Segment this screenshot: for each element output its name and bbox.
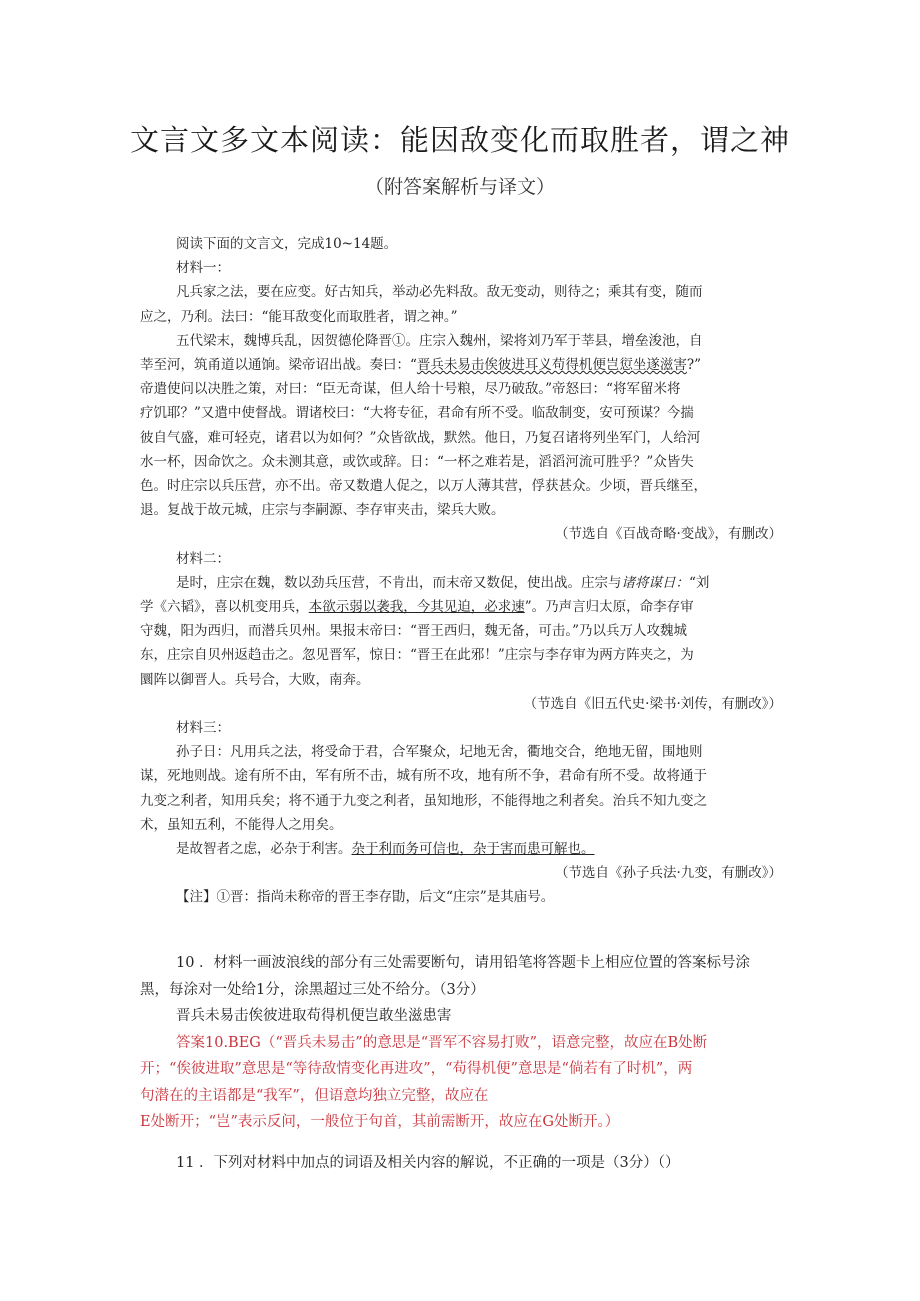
material3-text: 是故智者之虑，必杂于利害。 (176, 841, 352, 858)
material3-source: （节选自《孙子兵法·九变，有删改》） (554, 865, 782, 882)
questions (140, 950, 790, 1176)
material1-p2-line4: 疗饥耶？”又遣中使督战。谓诸校曰：“大将专征，君命有所不受。临敌制变，安可预谋？今揣 (140, 405, 694, 422)
material1-text: ?” (686, 357, 702, 374)
reading-passages (140, 232, 790, 910)
material3-line3: 九变之利者，知用兵矣；将不通于九变之利者，虽知地形，不能得地之利者矣。治兵不知九变之 (140, 792, 707, 809)
material3-line5 (140, 837, 790, 861)
material1-label: 材料一： (176, 260, 230, 277)
material1-p1-line1: 凡兵家之法，要在应变。好古知兵，举动必先料敌。敌无变动，则待之；乘其有变，随而 (176, 284, 703, 301)
document-title: 文言文多文本阅读：能因敌变化而取胜者，谓之神 (129, 123, 790, 157)
spacer (140, 1136, 790, 1150)
material2-label: 材料二： (176, 550, 230, 567)
material1-p2-line8: 退。复战于故元城，庄宗与李嗣源、李存审夹击，梁兵大败。 (140, 502, 505, 519)
material1-p1-line2: 应之，乃利。法曰：“能耳敌变化而取胜者，谓之神。” (140, 308, 458, 325)
footnote: 【注】①晋：指尚未称帝的晋王李存勖，后文“庄宗”是其庙号。 (176, 889, 555, 906)
underlined-sentence: 杂于利而务可信也，杂于害而患可解也。 (351, 841, 595, 858)
material2-line4: 东，庄宗自贝州返趋击之。忽见晋军，惊日：“晋王在此邪！”庄宗与李存审为两方阵夹之，为 (140, 647, 694, 664)
material2-text: “刘 (689, 574, 710, 591)
material2-line5: 圜阵以御晋人。兵号合，大败，南奔。 (140, 671, 370, 688)
material3-label: 材料三： (176, 720, 230, 737)
answer-10-line4: E处断开；“岂”表示反问，一般位于句首，其前需断开，故应在G处断开。） (140, 1114, 620, 1130)
material3-line4: 术，虽知五利，不能得人之用矣。 (140, 816, 343, 833)
wavy-underlined-sentence: 晋兵未易击俟彼进耳义苟得机便岂愆坐遂滋害 (416, 357, 687, 374)
material2-text: 是时，庄宗在魏，数以劲兵压营，不肯出，而末帝又数促，使出战。庄宗与 (176, 574, 622, 591)
material2-text: ”。乃声言归太原，命李存审 (524, 599, 694, 616)
material1-p2-line1: 五代梁末，魏博兵乱，因贺德伦降晋①。庄宗入魏州，梁将刘乃军于莘县，增垒浚池，自 (176, 332, 703, 349)
material1-p2-line2 (140, 353, 790, 377)
material2-line3: 守魏，阳为西归，而潜兵贝州。果报末帝曰：“晋王西归，魏无备，可击。”乃以兵万人攻魏城 (140, 623, 688, 640)
material1-p2-line7: 色。时庄宗以兵压营，亦不出。帝又数遣人促之，以万人薄其营，俘获甚众。少顷，晋兵继至， (140, 478, 707, 495)
material2-line2 (140, 595, 790, 619)
question-10-line1: 10 ．材料一画波浪线的部分有三处需要断句，请用铅笔将答题卡上相应位置的答案标号涂 (176, 955, 751, 971)
material2-line1 (140, 571, 790, 595)
instruction: 阅读下面的文言文，完成10~14题。 (176, 236, 398, 252)
material1-text: 莘至河，筑甬道以通饷。梁帝诏出战。奏曰：“ (140, 357, 417, 374)
italic-phrase: 诸将谋日： (621, 574, 689, 591)
underlined-sentence: 本欲示弱以袭我，今其见迫，必求速 (308, 599, 525, 616)
answer-10-line3: 句潜在的主语都是“我军”，但语意均独立完整，故应在 (140, 1087, 489, 1104)
question-11-line1: 11 ．下列对材料中加点的词语及相关内容的解说，不正确的一项是（3分）（） (176, 1154, 680, 1171)
material1-p2-line3: 帝遣使问以决胜之策，对曰：“臣无奇谋，但人给十号粮，尽乃破敌。”帝怒曰：“将军留米将 (140, 381, 681, 398)
material3-line1: 孙子日：凡用兵之法，将受命于君，合军聚众，圮地无舍，衢地交合，绝地无留，围地则 (176, 744, 703, 761)
question-10-line2: 黑，每涂对一处给1分，涂黑超过三处不给分。（3分） (140, 981, 485, 998)
material3-line2: 谋，死地则战。途有所不由，军有所不击，城有所不攻，地有所不争，君命有所不受。故将通于 (140, 768, 707, 785)
question-10-sentence: 晋兵未易击俟彼进取苟得机便岂敢坐滋患害 (176, 1008, 452, 1024)
material1-p2-line6: 水一杯，因命饮之。众未测其意，或饮或辞。日：“一杯之难若是，滔滔河流可胜乎？”众皆失 (140, 453, 694, 470)
material2-source: （节选自《旧五代史·梁书·刘传，有删改》） (523, 695, 782, 712)
document-subtitle: （附答案解析与译文） (364, 176, 555, 198)
material1-p2-line5: 彼自气盛，难可轻克，诸君以为如何？”众皆欲战，默然。他日，乃复召诸将列坐军门，人给河 (140, 429, 701, 446)
material2-text: 学《六韬》，喜以机变用兵， (140, 599, 309, 616)
material1-source: （节选自《百战奇略·变战》，有删改） (554, 526, 782, 543)
answer-10-line2: 开；“俟彼进取”意思是“等待敌情变化再进攻”，“苟得机便”意思是“倘若有了时机”，两 (140, 1061, 693, 1077)
answer-10-line1: 答案10.BEG（“晋兵未易击”的意思是“晋军不容易打败”，语意完整，故应在B处断 (176, 1034, 708, 1051)
